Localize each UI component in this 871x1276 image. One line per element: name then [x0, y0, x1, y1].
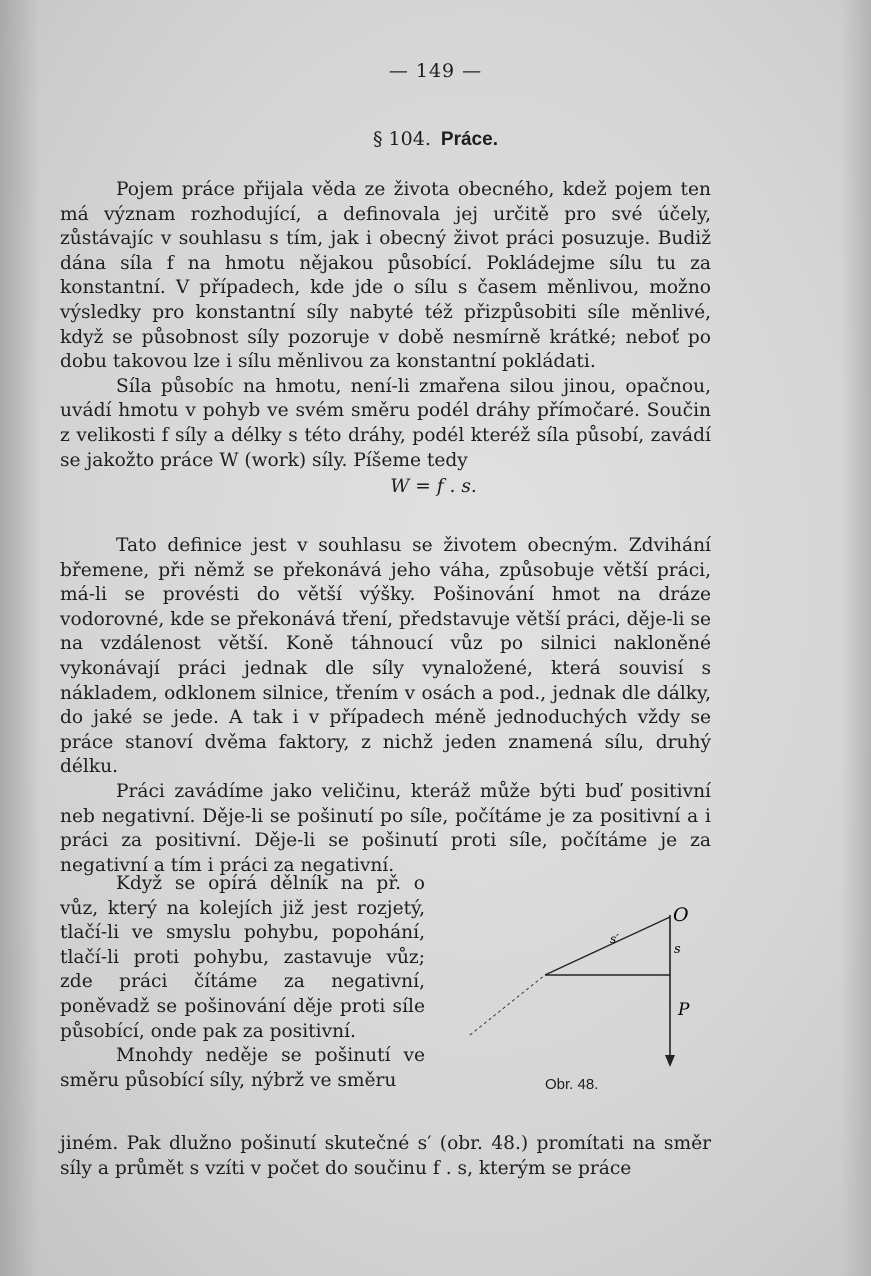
- figure-caption: Obr. 48.: [545, 1076, 599, 1093]
- paragraph-4: Práci zavádíme jako veličinu, kteráž může býti buď positivní neb negativní. Děje-li se pošinutí po síle, počítáme je za positivní a i práci za positivní. Děje-li se pošinutí proti síle, počítáme je za negativní a tím i práci za negativní.: [60, 780, 711, 876]
- label-s-prime: s′: [610, 932, 619, 946]
- paragraph-5: Když se opírá dělník na př. o vůz, který na kolejích již jest rozjetý, tlačí-li ve smyslu pohybu, popohání, tlačí-li proti pohybu, zastavuje vůz; zde práci čítáme za negativní, poněvadž se pošinování děje proti síle působící, onde pak za positivní.: [60, 873, 425, 1042]
- figure-48: [460, 895, 720, 1095]
- dashed-extension-line: [470, 975, 545, 1035]
- formula-work: W = f . s.: [390, 476, 477, 498]
- page-number: — 149 —: [388, 60, 483, 82]
- page-shadow-right: [841, 0, 871, 1276]
- figure-48-diagram: [460, 895, 720, 1095]
- label-o: O: [673, 904, 689, 926]
- text-block-examples: [60, 534, 711, 878]
- paragraph-6-start: Mnohdy neděje se pošinutí ve směru působící síly, nýbrž ve směru: [60, 1045, 425, 1091]
- text-block-worker: [60, 872, 425, 1093]
- section-title: Práce.: [440, 129, 498, 150]
- paragraph-1: Pojem práce přijala věda ze života obecného, kdež pojem ten má význam rozhodující, a definovala jej určitě pro své účely, zůstávajíc v souhlasu s tím, jak i obecný život práci posuzuje. Budiž dána síla f na hmotu nějakou působící. Pokládejme sílu tu za konstantní. V případech, kde jde o sílu s časem měnlivou, možno výsledky pro konstantní síly nabyté též přizpůsobiti síle měnlivé, když se působnost síly pozoruje v době nesmírně krátké; neboť po dobu takovou lze i sílu měnlivou za konstantní pokládati.: [60, 179, 711, 373]
- paragraph-3: Tato definice jest v souhlasu se životem obecným. Zdvihání břemene, při němž se překonává jeho váha, způsobuje větší práci, má-li se provésti do větší výšky. Pošinování hmot na dráze vodorovné, kde se překonává tření, představuje větší práci, děje-li se na vzdálenost větší. Koně táhnoucí vůz po silnici nakloněné vykonávají práci jednak dle síly vynaložené, která souvisí s nákladem, odklonem silnice, třením v osách a pod., jednak dle dálky, do jaké se jede. A tak i v případech méně jednoduchých vždy se práce stanoví dvěma faktory, z nichž jeden znamená sílu, druhý délku.: [60, 535, 711, 778]
- paragraph-2: Síla působíc na hmotu, není-li zmařena silou jinou, opačnou, uvádí hmotu v pohyb ve svém směru podél dráhy přímočaré. Součin z velikosti f síly a délky s této dráhy, podél kteréž síla působí, zavádí se jakožto práce W (work) síly. Píšeme tedy: [60, 375, 711, 471]
- paragraph-6-end: jiném. Pak dlužno pošinutí skutečné s′ (obr. 48.) promítati na směr síly a průmět s vzíti v počet do součinu f . s, kterým se práce: [60, 1133, 711, 1179]
- page-shadow-left: [0, 0, 40, 1276]
- label-s: s: [674, 942, 681, 957]
- displacement-s-prime-line: [545, 917, 670, 975]
- text-block-intro: [60, 178, 711, 501]
- section-heading: [0, 128, 871, 151]
- force-arrowhead: [665, 1055, 675, 1067]
- text-block-projection: [60, 1132, 711, 1181]
- section-number: § 104.: [373, 128, 431, 150]
- label-p: P: [678, 1000, 690, 1020]
